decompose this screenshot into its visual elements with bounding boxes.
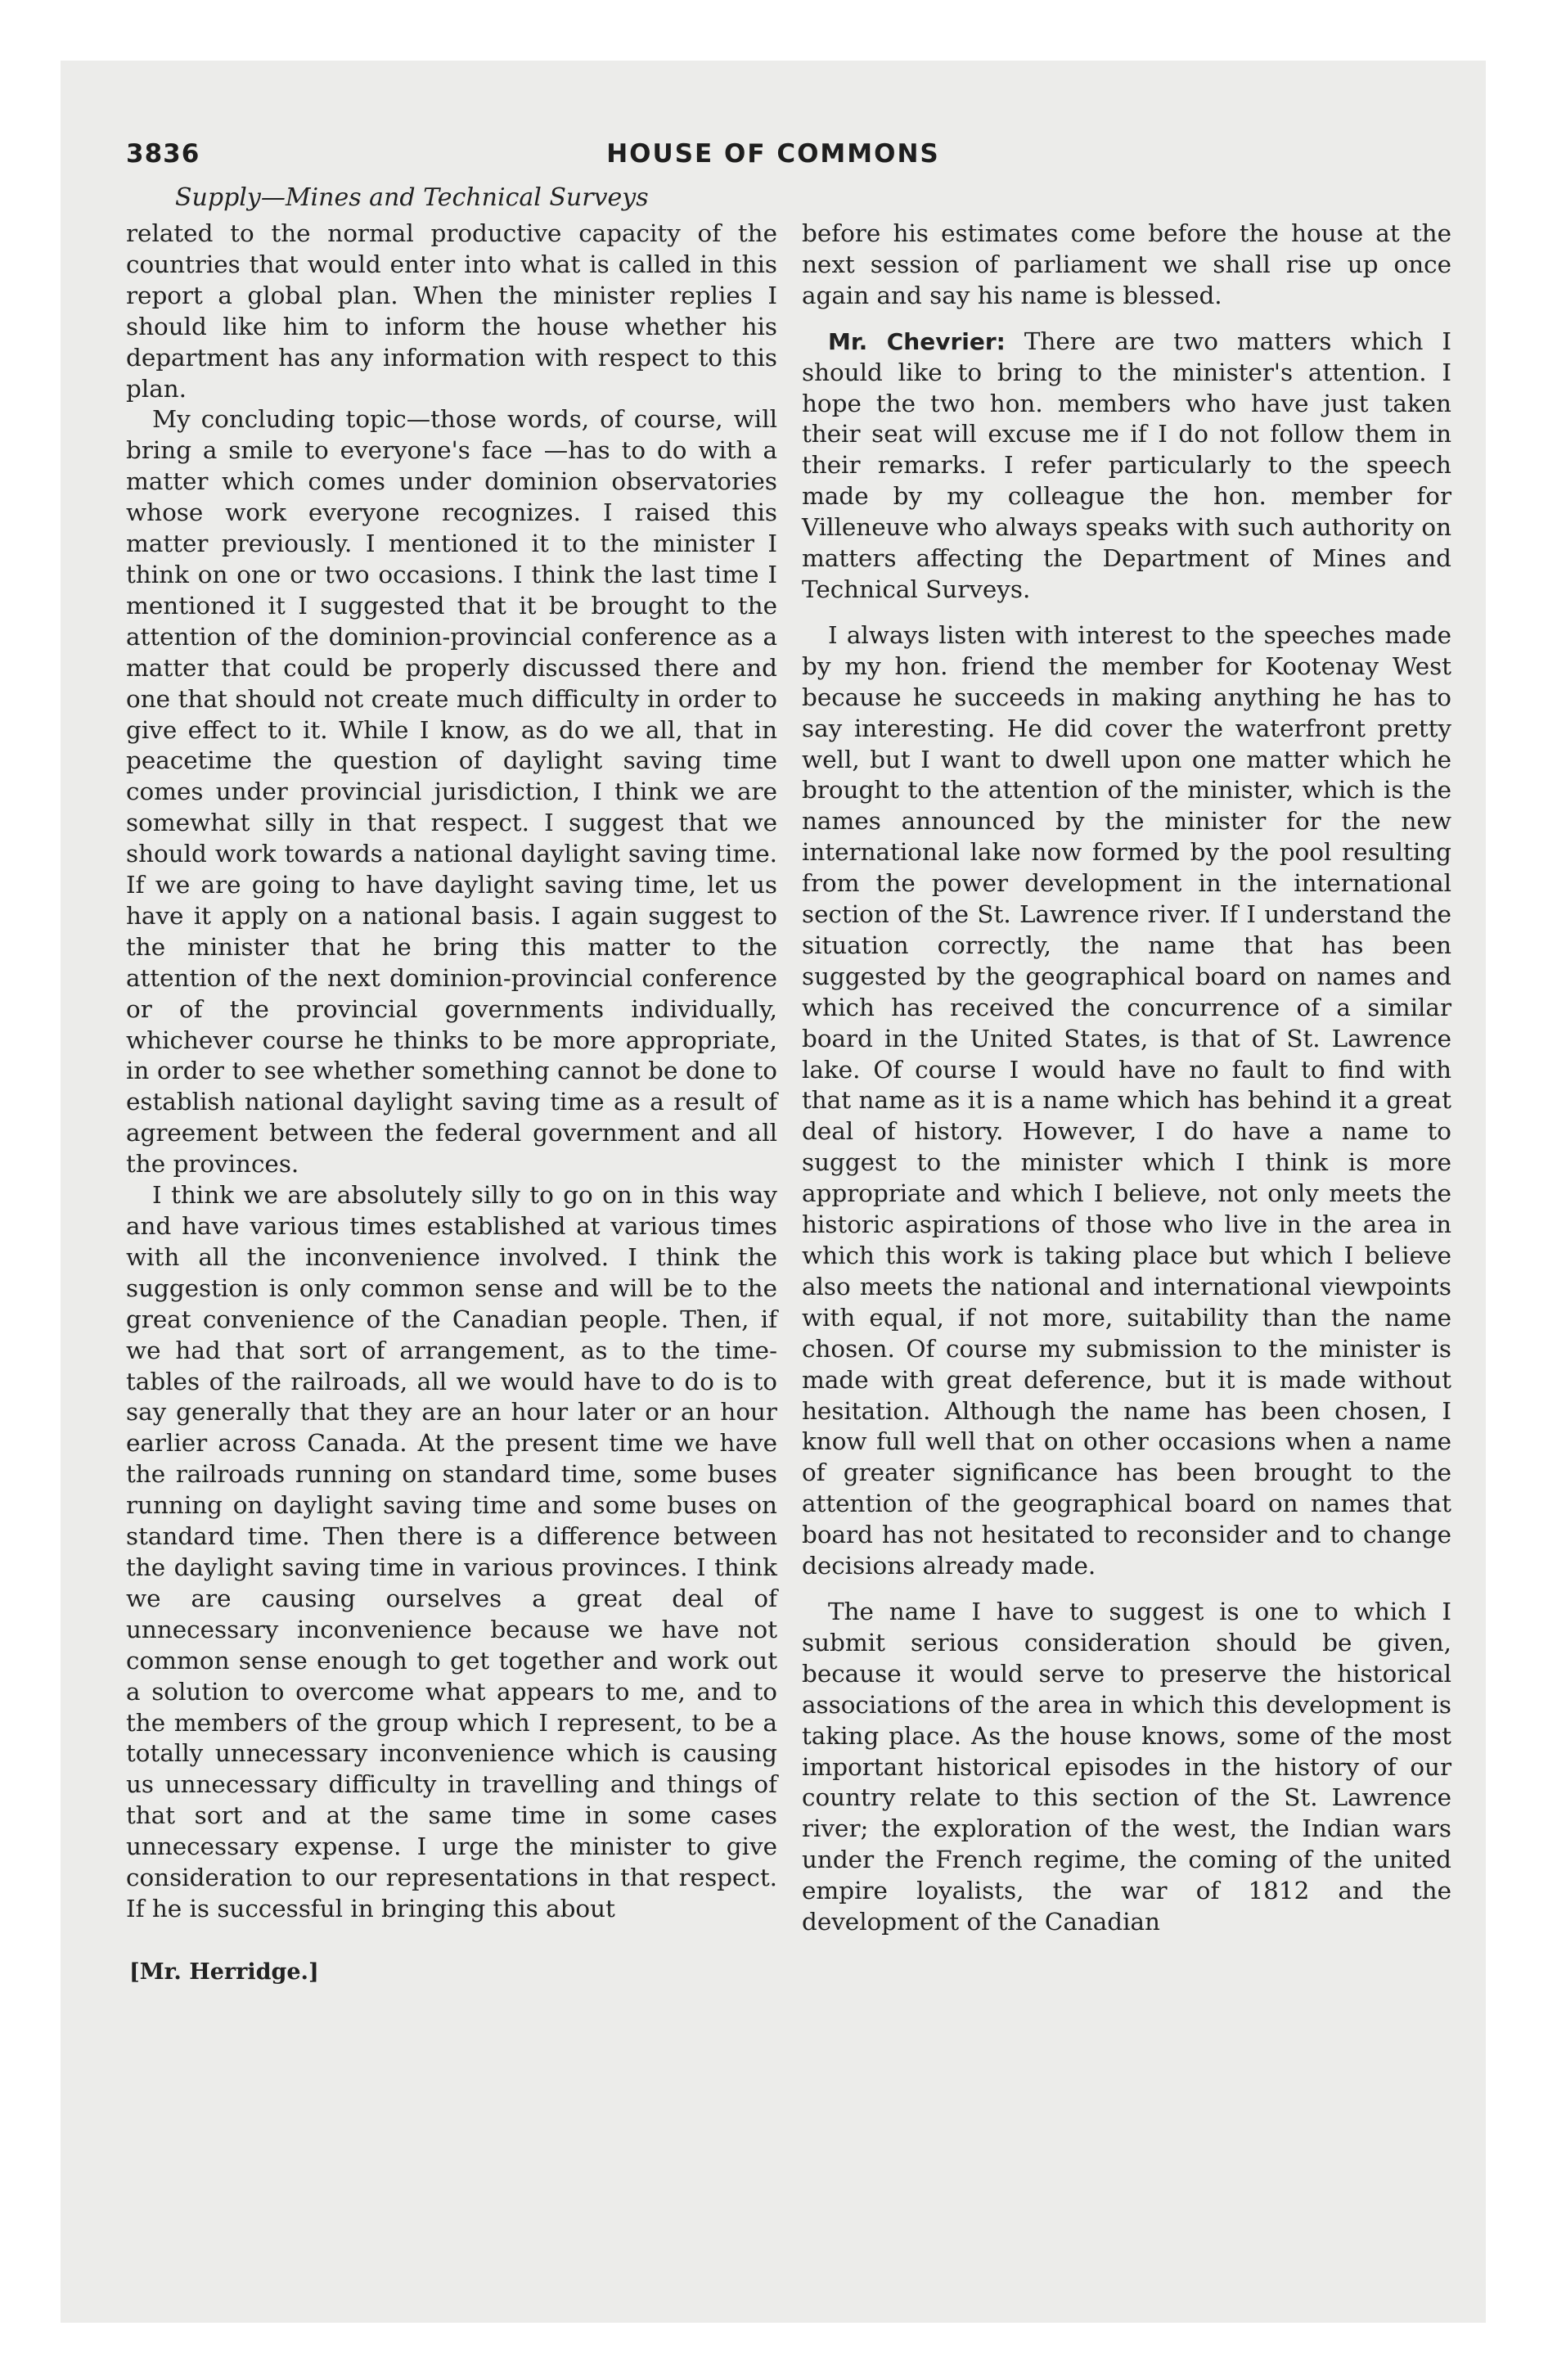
right-paragraph-4: The name I have to suggest is one to which I submit serious consideration should be given, because it would serve to preserve the historical associations of the area in which this development is taking place. As the house knows, some of the most important historical episodes in the history of our country relate to this section of the St. Lawrence river; the exploration of the west, the Indian wars under the French regime, the coming of the united empire loyalists, the war of 1812 and the development of the Canadian [802, 1597, 1451, 1936]
left-paragraph-1: related to the normal productive capacity of the countries that would enter into what is called in this report a global plan. When the minister replies I should like him to inform the house whether his department has any information with respect to this plan. [126, 219, 777, 403]
document-page [61, 61, 1486, 2323]
right-column [802, 219, 1451, 1938]
left-paragraph-2: My concluding topic—those words, of course, will bring a smile to everyone's face —has to do with a matter which comes under dominion observatories whose work everyone recognizes. I raised this matter previously. I mentioned it to the minister I think on one or two occasions. I think the last time I mentioned it I suggested that it be brought to the attention of the dominion-provincial conference as a matter that could be properly discussed there and one that should not create much difficulty in order to give effect to it. While I know, as do we all, that in peacetime the question of daylight saving time comes under provincial jurisdiction, I think we are somewhat silly in that respect. I suggest that we should work towards a national daylight saving time. If we are going to have daylight saving time, let us have it apply on a national basis. I again suggest to the minister that he bring this matter to the attention of the next dominion-provincial conference or of the provincial governments individually, whichever course he thinks to be more appropriate, in order to see whether something cannot be done to establish national daylight saving time as a result of agreement between the federal government and all the provinces. [126, 405, 777, 1179]
left-paragraph-3: I think we are absolutely silly to go on in this way and have various times established at various times with all the inconvenience involved. I think the suggestion is only common sense and will be to the great convenience of the Canadian people. Then, if we had that sort of arrangement, as to the timetables of the railroads, all we would have to do is to say generally that they are an hour later or an hour earlier across Canada. At the present time we have the railroads running on standard time, some buses running on daylight saving time and some buses on standard time. Then there is a difference between the daylight saving time in various provinces. I think we are causing ourselves a great deal of unnecessary inconvenience because we have not common sense enough to get together and work out a solution to overcome what appears to me, and to the members of the group which I represent, to be a totally unnecessary inconvenience which is causing us unnecessary difficulty in travelling and things of that sort and at the same time in some cases unnecessary expense. I urge the minister to give consideration to our representations in that respect. If he is successful in bringing this about [126, 1181, 777, 1922]
right-paragraph-3: I always listen with interest to the speeches made by my hon. friend the member for Kootenay West because he succeeds in making anything he has to say interesting. He did cover the waterfront pretty well, but I want to dwell upon one matter which he brought to the attention of the minister, which is the names announced by the minister for the new international lake now formed by the pool resulting from the power development in the international section of the St. Lawrence river. If I understand the situation correctly, the name that has been suggested by the geographical board on names and which has received the concurrence of a similar board in the United States, is that of St. Lawrence lake. Of course I would have no fault to find with that name as it is a name which has behind it a great deal of history. However, I do have a name to suggest to the minister which I think is more appropriate and which I believe, not only meets the historic aspirations of those who live in the area in which this work is taking place but which I believe also meets the national and international viewpoints with equal, if not more, suitability than the name chosen. Of course my submission to the minister is made with great deference, but it is made without hesitation. Although the name has been chosen, I know full well that on other occasions when a name of greater significance has been brought to the attention of the geographical board on names that board has not hesitated to reconsider and to change decisions already made. [802, 620, 1451, 1580]
running-head: HOUSE OF COMMONS [606, 139, 940, 169]
left-column [126, 219, 777, 1925]
speaker-attribution: [Mr. Herridge.] [129, 1959, 319, 1985]
speaker-name: Mr. Chevrier: [828, 327, 1006, 355]
right-paragraph-1: before his estimates come before the house at the next session of parliament we shall rise up once again and say his name is blessed. [802, 219, 1451, 309]
right-paragraph-2 [802, 327, 1451, 606]
speech-text: There are two matters which I should like to bring to the minister's attention. I hope the two hon. members who have just taken their seat will excuse me if I do not follow them in their remarks. I refer particularly to the speech made by my colleague the hon. member for Villeneuve who always speaks with such authority on matters affecting the Department of Mines and Technical Surveys. [802, 327, 1451, 603]
section-subhead: Supply—Mines and Technical Surveys [175, 183, 649, 212]
page-number: 3836 [126, 139, 200, 169]
